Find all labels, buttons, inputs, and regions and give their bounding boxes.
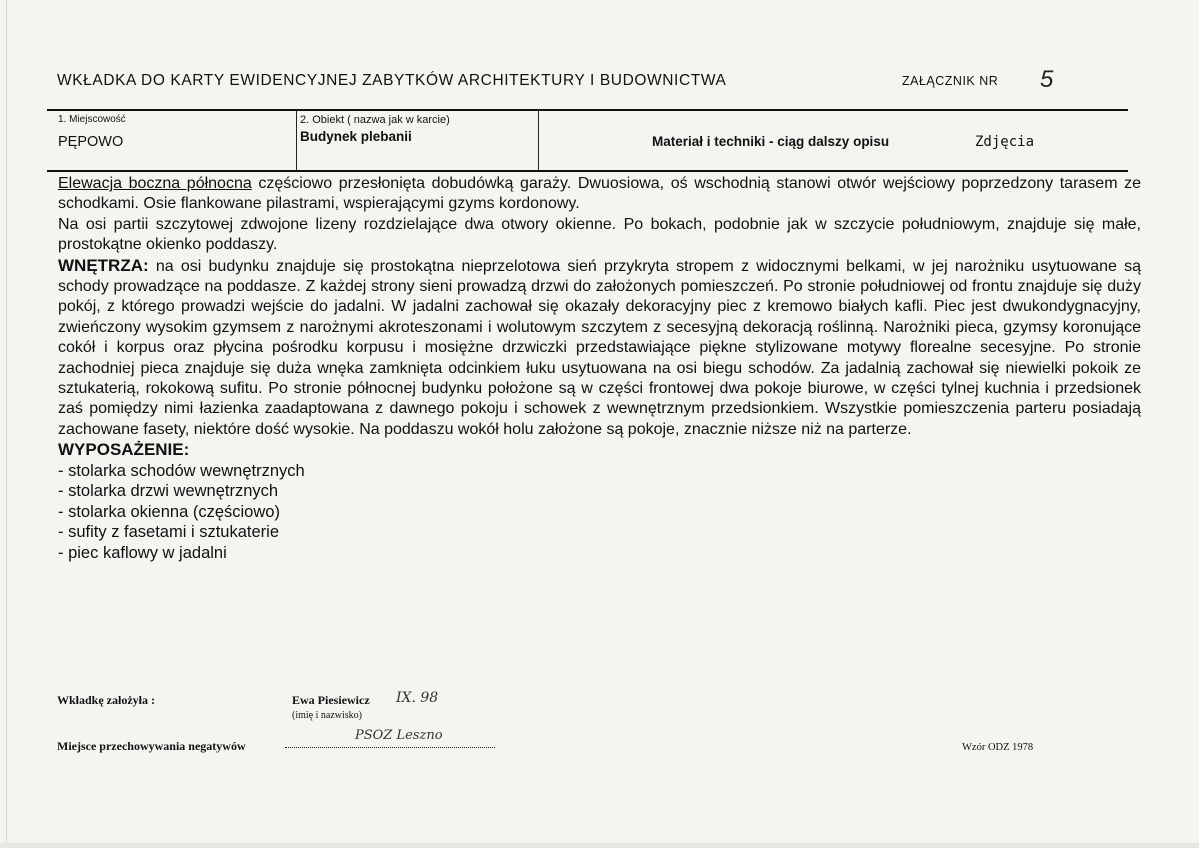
scan-edge-bottom: [0, 843, 1199, 848]
description-body: [58, 174, 1141, 564]
annex-number: 5: [1040, 66, 1054, 93]
materials-label: Materiał i techniki - ciąg dalszy opisu: [652, 134, 890, 149]
elevation-paragraph: [58, 174, 1141, 215]
list-item: - stolarka drzwi wewnętrznych: [58, 481, 1141, 502]
interiors-heading: WNĘTRZA:: [58, 255, 149, 275]
gable-paragraph: Na osi partii szczytowej zdwojone lizeny rozdzielające dwa otwory okienne. Po bokach, podobnie jak w szczycie południowym, znajduje się małe, prostokątne okienko poddaszy.: [58, 215, 1141, 254]
page-title: WKŁADKA DO KARTY EWIDENCYJNEJ ZABYTKÓW ARCHITEKTURY I BUDOWNICTWA: [57, 72, 727, 89]
locality-value: PĘPOWO: [58, 134, 124, 150]
scan-edge: [6, 0, 7, 848]
list-item: - stolarka schodów wewnętrznych: [58, 461, 1141, 482]
elevation-text: częściowo przesłonięta dobudówką garaży. Dwuosiowa, oś wschodnią stanowi otwór wejściowy poprzedzony tarasem ze schodkami. Osie flankowane pilastrami, wspierającymi gzyms kordonowy.: [58, 175, 1142, 213]
equipment-list: [58, 461, 1141, 564]
negatives-dotted-line: [285, 746, 495, 748]
author-date: IX. 98: [396, 690, 439, 706]
interiors-text: na osi budynku znajduje się prostokątna nieprzelotowa sień przykryta stropem z widocznymi belkami, w jej narożniku usytuowane są schody prowadzące na poddasze. Z każdej strony sieni prowadzą drzwi do założonych pomieszczeń. Po stronie południowej od frontu znajduje się duży pokój, z którego prowadzi wejście do jadalni. W jadalni zachował się okazały dekoracyjny piec z kremowo białych kafli. Piec jest dwukondygnacyjny, zwieńczony wysokim gzymsem z narożnymi akroteszonami i wolutowym szczytem z secesyjną dekoracją roślinną. Narożniki pieca, gzymsy koronujące cokół i korpus oraz płycina pośrodku korpusu i mosiężne drzwiczki przedstawiające piękne stylizowane motywy florealne secesyjne. Po stronie zachodniej pieca znajduje się duża wnęka zamknięta odcinkiem łuku usytuowana na osi biegu schodów. Za jadalnią zachował się niewielki pokoik ze sztukaterią, rokokową sufitu. Po stronie północnej budynku położone są w części frontowej dwa pokoje biurowe, w części tylnej kuchnia i przedsionek zaś pomiędzy nimi łazienka zaadaptowana z dawnego pokoju i schowek z wewnętrznym przedsionkiem. Wszystkie pomieszczenia parteru posiadają zachowane fasety, niektóre dość wysokie. Na poddaszu wokół holu założone są pokoje, znacznie niższe niż na parterze.: [58, 257, 1141, 438]
author-sub: (imię i nazwisko): [292, 710, 362, 721]
list-item: - stolarka okienna (częściowo): [58, 502, 1141, 523]
locality-label: 1. Miejscowość: [58, 114, 126, 125]
table-divider: [538, 111, 539, 170]
list-item: - piec kaflowy w jadalni: [58, 543, 1141, 564]
elevation-heading: Elewacja boczna północna: [58, 175, 252, 192]
object-label: 2. Obiekt ( nazwa jak w karcie): [300, 114, 450, 126]
table-divider: [296, 111, 297, 170]
list-item: - sufity z fasetami i sztukaterie: [58, 522, 1141, 543]
equipment-heading: WYPOSAŻENIE:: [58, 440, 190, 460]
negatives-value: PSOZ Leszno: [355, 728, 443, 743]
author-label: Wkładkę założyła :: [57, 693, 155, 707]
object-value: Budynek plebanii: [300, 129, 412, 144]
form-model: Wzór ODZ 1978: [962, 742, 1034, 753]
interiors-paragraph: [58, 256, 1141, 441]
photos-label: Zdjęcia: [975, 134, 1035, 150]
negatives-label: Miejsce przechowywania negatywów: [57, 739, 246, 753]
table-bottom-rule: [47, 170, 1128, 172]
table-top-rule: [47, 109, 1128, 111]
author-name: Ewa Piesiewicz: [292, 693, 370, 707]
annex-label: ZAŁĄCZNIK NR: [902, 74, 999, 88]
